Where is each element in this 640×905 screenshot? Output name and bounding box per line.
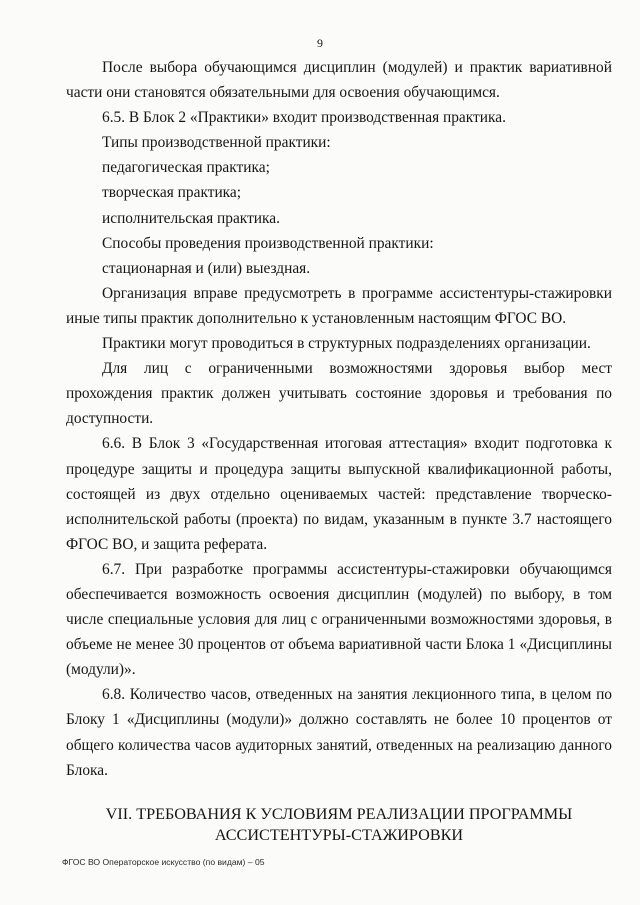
paragraph-disabilities: Для лиц с ограниченными возможностями здоровья выбор мест прохождения практик должен учитывать состояние здоровья и требования по доступности. [66, 360, 612, 428]
paragraph-structural-units: Практики могут проводиться в структурных подразделениях организации. [102, 335, 591, 353]
footer-note: ФГОС ВО Операторское искусство (по видам) – 05 [62, 857, 265, 867]
list-item-pedagogical: педагогическая практика; [102, 159, 270, 177]
body-text [66, 55, 612, 783]
list-item-performing: исполнительская практика. [102, 209, 280, 227]
paragraph-6-6: 6.6. В Блок 3 «Государственная итоговая аттестация» входит подготовка к процедуре защиты и процедура защиты выпускной квалификационной работы, состоящей из двух отдельно оцениваемых частей: представление творческо-исполнительской работы (проекта) по видам, указанным в пункте 3.7 настоящего ФГОС ВО, и защита реферата. [66, 435, 612, 553]
list-item-creative: творческая практика; [102, 184, 242, 202]
paragraph-6-7: 6.7. При разработке программы ассистентуры-стажировки обучающимся обеспечивается возможность освоения дисциплин (модулей) по выбору, в том числе специальные условия для лиц с ограниченными возможностями здоровья, в объеме не менее 30 процентов от объема вариативной части Блока 1 «Дисциплины (модули)». [66, 560, 612, 679]
section-heading [66, 804, 612, 846]
paragraph-6-5: 6.5. В Блок 2 «Практики» входит производственная практика. [102, 109, 506, 127]
paragraph-choice-note: После выбора обучающимся дисциплин (модулей) и практик вариативной части они становятся обязательными для освоения обучающимся. [66, 59, 612, 102]
paragraph-6-8: 6.8. Количество часов, отведенных на занятия лекционного типа, в целом по Блоку 1 «Дисциплины (модули)» должно составлять не более 10 процентов от общего количества часов аудиторных занятий, отведенных на реализацию данного Блока. [66, 686, 612, 779]
section-heading-line-2: АССИСТЕНТУРЫ-СТАЖИРОВКИ [214, 826, 464, 844]
paragraph-organization-right: Организация вправе предусмотреть в программе ассистентуры-стажировки иные типы практик дополнительно к установленным настоящим ФГОС ВО. [66, 284, 612, 327]
list-item-stationary: стационарная и (или) выездная. [102, 259, 311, 277]
paragraph-practice-types: Типы производственной практики: [102, 134, 331, 152]
page-number: 9 [317, 36, 323, 50]
paragraph-practice-methods: Способы проведения производственной практики: [102, 234, 434, 252]
section-heading-line-1: VII. ТРЕБОВАНИЯ К УСЛОВИЯМ РЕАЛИЗАЦИИ ПРОГРАММЫ [105, 805, 573, 823]
